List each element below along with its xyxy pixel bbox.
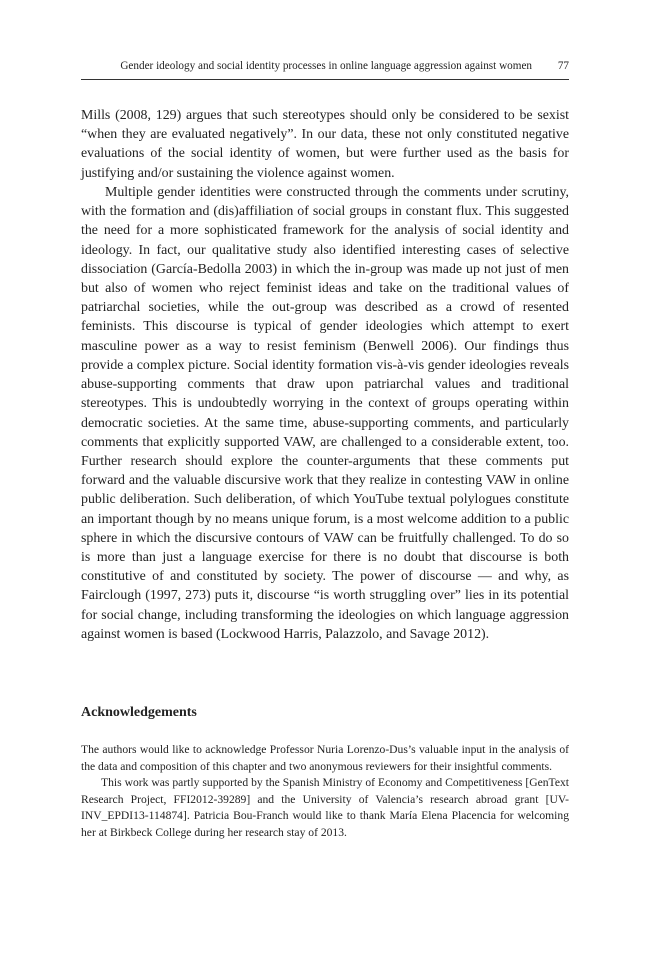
acknowledgement-paragraph: The authors would like to acknowledge Professor Nuria Lorenzo-Dus’s valuable input in the analysis of the data and composition of this chapter and two anonymous reviewers for their insightful comments. <box>81 743 569 773</box>
body-paragraph: Mills (2008, 129) argues that such stereotypes should only be considered to be sexist “when they are evaluated negatively”. In our data, these not only constituted negative evaluations of the social identity of women, but were further used as the basis for justifying and/or sustaining the violence against women. <box>81 108 569 181</box>
section-heading: Acknowledgements <box>81 705 197 720</box>
running-title: Gender ideology and social identity processes in online language aggression against women <box>120 60 532 72</box>
acknowledgements-text <box>81 742 569 842</box>
running-header <box>81 57 569 80</box>
acknowledgement-paragraph: This work was partly supported by the Spanish Ministry of Economy and Competitiveness [GenText Research Project, FFI2012-39289] and the University of Valencia’s research abroad grant [UV-INV_EPDI13-114874]. Patricia Bou-Franch would like to thank María Elena Placencia for welcoming her at Birkbeck College during her research stay of 2013. <box>81 776 569 839</box>
body-text <box>81 106 569 644</box>
body-paragraph: Multiple gender identities were constructed through the comments under scrutiny, with the formation and (dis)affiliation of social groups in constant flux. This suggested the need for a more sophisticated framework for the analysis of social identity and ideology. In fact, our qualitative study also identified interesting cases of selective dissociation (García-Bedolla 2003) in which the in-group was made up not just of men but also of women who reject feminist ideas and take on the traditional values of patriarchal societies, while the out-group was described as a crowd of resented feminists. This discourse is typical of gender ideologies which attempt to exert masculine power as a way to resist feminism (Benwell 2006). Our findings thus provide a complex picture. Social identity formation vis-à-vis gender ideologies reveals abuse-supporting comments that draw upon patriarchal values and traditional stereotypes. This is undoubtedly worrying in the context of groups operating within democratic societies. At the same time, abuse-supporting comments, and particularly comments that explicitly supported VAW, are challenged to a considerable extent, too. Further research should explore the counter-arguments that these comments put forward and the valuable discursive work that they realize in contesting VAW in online public deliberation. Such deliberation, of which YouTube textual polylogues constitute an important though by no means unique forum, is a most welcome addition to a public sphere in which the discursive contours of VAW can be fruitfully challenged. To do so is more than just a language exercise for there is no doubt that discourse is both constitutive of and constituted by society. The power of discourse — and why, as Fairclough (1997, 273) puts it, discourse “is worth struggling over” lies in its potential for social change, including transforming the ideologies on which language aggression against women is based (Lockwood Harris, Palazzolo, and Savage 2012). <box>81 184 569 642</box>
page-number: 77 <box>557 60 569 72</box>
